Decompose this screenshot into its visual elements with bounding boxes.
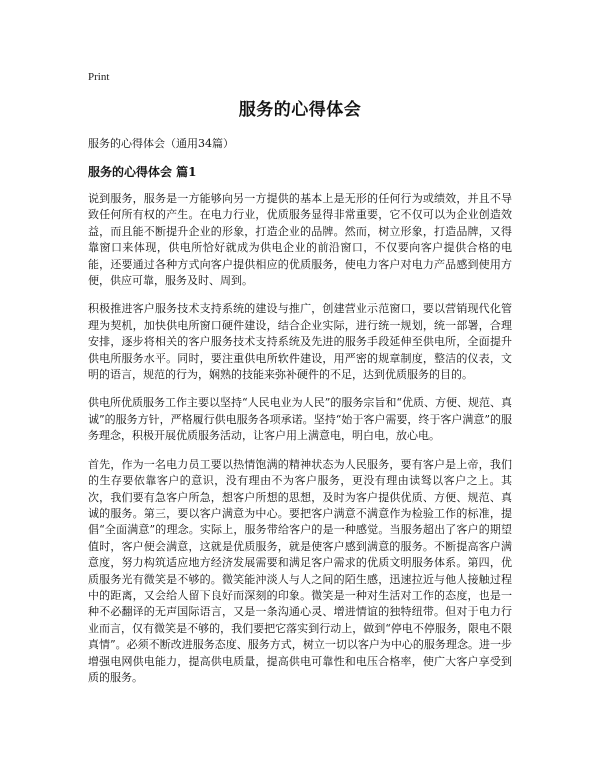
paragraph-1: 说到服务，服务是一方能够向另一方提供的基本上是无形的任何行为或绩效，并且不导致任何所有权的产生。在电力行业，优质服务显得非常重要，它不仅可以为企业创造效益，而且能不断提升企业的形象，打造企业的品牌。然而，树立形象，打造品牌，又得靠窗口来体现，供电所恰好就成为供电企业的前沿窗口，不仅要向客户提供合格的电能，还要通过各种方式向客户提供相应的优质服务，使电力客户对电力产品感到使用方便，供应可靠，服务及时、周到。 [88,192,512,288]
section-heading: 服务的心得体会 篇1 [88,165,197,179]
print-link[interactable]: Print [88,71,110,83]
paragraph-3: 供电所优质服务工作主要以坚持“人民电业为人民”的服务宗旨和“优质、方便、规范、真诚”的服务方针，严格履行供电服务各项承诺。坚持“始于客户需要，终于客户满意”的服务理念，积极开展优质服务活动，让客户用上满意电，明白电，放心电。 [88,396,512,443]
paragraph-4: 首先，作为一名电力员工要以热情饱满的精神状态为人民服务，要有客户是上帝，我们的生存要依靠客户的意识，没有理由不为客户服务，更没有理由读驽以客户之上。其次，我们要有急客户所急，想客户所想的思想，及时为客户提供优质、方便、规范、真诚的服务。第三，要以客户满意为中心。要把客户满意不满意作为检验工作的标准，提倡“全面满意”的理念。实际上，服务带给客户的是一种感觉。当服务超出了客户的期望值时，客户便会满意，这就是优质服务，就是使客户感到满意的服务。不断提高客户满意度，努力构筑适应地方经济发展需要和满足客户需求的优质文明服务体系。第四，优质服务光有微笑是不够的。微笑能沖淡人与人之间的陌生感，迅速拉近与他人接触过程中的距离，又会给人留下良好而深刻的印象。微笑是一种对生活对工作的态度，也是一种不必翻译的无声国际语言，又是一条沟通心灵、增进情谊的独特纽带。但对于电力行业而言，仅有微笑是不够的，我们要把它落实到行动上，做到“停电不停服务，限电不限真情”。必须不断改进服务态度、服务方式，树立一切以客户为中心的服务理念。进一步增强电网供电能力，提高供电质量，提高供电可靠性和电压合格率，使广大客户享受到质的服务。 [88,457,512,684]
page-title: 服务的心得体会 [238,100,362,120]
paragraph-2: 积极推进客户服务技术支持系统的建设与推广，创建营业示范窗口，要以营销现代化管理为契机，加快供电所窗口硬件建设，结合企业实际，进行统一规划，统一部署，合理安排，逐步将相关的客户服务技术支持系统及先进的服务手段延伸至供电所，全面提升供电所服务水平。同时，要注重供电所软件建设，用严密的规章制度，整洁的仪表，文明的语言，规范的行为，娴熟的技能来弥补硬件的不足，达到优质服务的目的。 [88,302,512,382]
document-subtitle: 服务的心得体会（通用34篇） [88,137,234,150]
